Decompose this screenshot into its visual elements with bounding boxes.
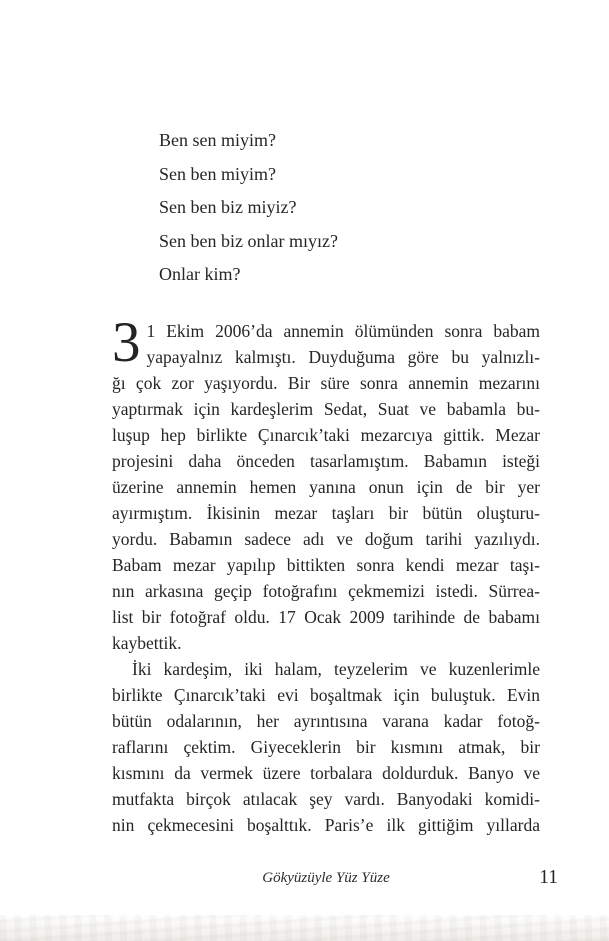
epigraph-line: Sen ben biz miyiz? <box>159 197 297 217</box>
scanned-page-edge-texture <box>0 915 609 941</box>
body-text-line: birlikte Çınarcık’taki evi boşaltmak için buluştuk. Evin <box>112 684 540 705</box>
paragraph-2 <box>112 656 540 838</box>
body-text-line: kısmını da vermek üzere torbalara doldurduk. Banyo ve <box>112 762 540 783</box>
body-text-line: list bir fotoğraf oldu. 17 Ocak 2009 tarihinde de babamı <box>112 606 540 627</box>
body-text-line: bütün odalarının, her ayrıntısına varana kadar fotoğ- <box>112 710 540 731</box>
body-text-line: 1 Ekim 2006’da annemin ölümünden sonra babam <box>146 320 540 341</box>
page-number: 11 <box>539 866 558 888</box>
text-column <box>112 0 558 891</box>
body-text-line: ğı çok zor yaşıyordu. Bir süre sonra annemin mezarını <box>112 372 540 393</box>
body-text-line: yaptırmak için kardeşlerim Sedat, Suat ve babamla bu- <box>112 398 540 419</box>
body-text-line: luşup hep birlikte Çınarcık’taki mezarcıya gittik. Mezar <box>112 424 540 445</box>
epigraph-line: Onlar kim? <box>159 264 241 284</box>
dropcap-numeral: 3 <box>112 310 141 374</box>
body-text-line: ayırmıştım. İkisinin mezar taşları bir bütün oluşturu- <box>112 502 540 523</box>
body-text-line: üzerine annemin hemen yanına onun için de bir yer <box>112 476 540 497</box>
body-text-line: İki kardeşim, iki halam, teyzelerim ve kuzenlerimle <box>132 658 540 679</box>
epigraph-line: Sen ben miyim? <box>159 163 276 184</box>
epigraph-line: Sen ben biz onlar mıyız? <box>159 230 338 251</box>
paragraph-1-lines <box>112 310 540 630</box>
paragraph-1 <box>112 310 540 656</box>
body-text-line: nin çekmecesini boşalttık. Paris’e ilk gittiğim yıllarda <box>112 814 540 835</box>
body-text-line: Babam mezar yapılıp bittikten sonra kendi mezar taşı- <box>112 554 540 575</box>
epigraph-line: Ben sen miyim? <box>159 130 276 150</box>
paragraph-1-last-line: kaybettik. <box>112 632 182 653</box>
page-footer <box>112 865 558 891</box>
body-text-line: projesini daha önceden tasarlamıştım. Babamın isteği <box>112 450 540 471</box>
body-text-line: yapayalnız kalmıştı. Duyduğuma göre bu yalnızlı- <box>146 346 540 367</box>
epigraph-block <box>159 124 540 292</box>
body-text-line: yordu. Babamın sadece adı ve doğum tarihi yazılıydı. <box>112 528 540 549</box>
running-title: Gökyüzüyle Yüz Yüze <box>262 869 390 886</box>
body-text-line: raflarını çektim. Giyeceklerin bir kısmını atmak, bir <box>112 736 540 757</box>
body-text-line: mutfakta birçok atılacak şey vardı. Banyodaki komidi- <box>112 788 540 809</box>
body-text-line: nın arkasına geçip fotoğrafını çekmemizi istedi. Sürrea- <box>112 580 540 601</box>
